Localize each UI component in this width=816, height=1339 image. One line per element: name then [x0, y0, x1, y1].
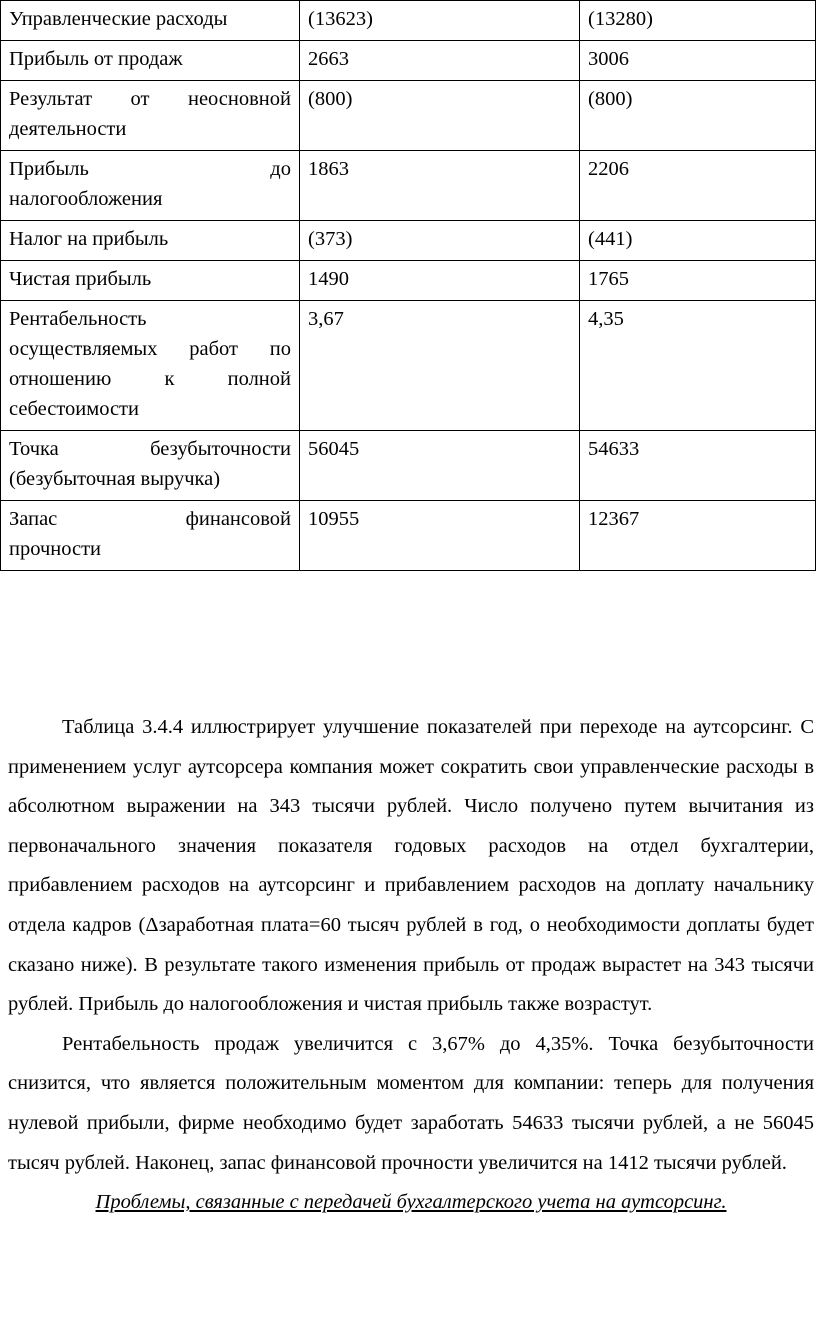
row-label-line: Прибыль до [9, 158, 291, 180]
table-row [1, 501, 816, 571]
value-after: (800) [580, 81, 816, 151]
row-label [1, 81, 300, 151]
value-before: 3,67 [300, 301, 580, 431]
value-after: 4,35 [580, 301, 816, 431]
row-label [1, 431, 300, 501]
table-row [1, 431, 816, 501]
table-row [1, 41, 816, 81]
value-before: 1490 [300, 261, 580, 301]
paragraph: Таблица 3.4.4 иллюстрирует улучшение показателей при переходе на аутсорсинг. С применением услуг аутсорсера компания может сократить свои управленческие расходы в абсолютном выражении на 343 тысячи рублей. Число получено путем вычитания из первоначального значения показателя годовых расходов на отдел бухгалтерии, прибавлением расходов на аутсорсинг и прибавлением расходов на доплату начальнику отдела кадров (Δзаработная плата=60 тысяч рублей в год, о необходимости доплаты будет сказано ниже). В результате такого изменения прибыль от продаж вырастет на 343 тысячи рублей. Прибыль до налогообложения и чистая прибыль также возрастут. [8, 716, 814, 1016]
value-after: (441) [580, 221, 816, 261]
row-label: Прибыль от продаж [1, 41, 300, 81]
table-row [1, 301, 816, 431]
value-after: (13280) [580, 1, 816, 41]
table-row [1, 261, 816, 301]
row-label-line: осуществляемых работ по [9, 338, 291, 360]
row-label-line: себестоимости [9, 398, 139, 420]
row-label: Налог на прибыль [1, 221, 300, 261]
value-after: 3006 [580, 41, 816, 81]
row-label-line: деятельности [9, 118, 127, 140]
table-row [1, 221, 816, 261]
table-row [1, 81, 816, 151]
row-label: Управленческие расходы [1, 1, 300, 41]
value-before: (373) [300, 221, 580, 261]
value-before: 1863 [300, 151, 580, 221]
value-after: 12367 [580, 501, 816, 571]
row-label-line: налогообложения [9, 188, 163, 210]
table-row [1, 1, 816, 41]
row-label [1, 501, 300, 571]
row-label-line: Рентабельность [9, 308, 147, 330]
section-heading: Проблемы, связанные с передачей бухгалтерского учета на аутсорсинг. [95, 1191, 727, 1214]
row-label-line: Точка безубыточности [9, 438, 291, 460]
value-after: 54633 [580, 431, 816, 501]
value-before: 56045 [300, 431, 580, 501]
table-row [1, 151, 816, 221]
paragraph: Рентабельность продаж увеличится с 3,67% до 4,35%. Точка безубыточности снизится, что является положительным моментом для компании: теперь для получения нулевой прибыли, фирме необходимо будет заработать 54633 тысячи рублей, а не 56045 тысяч рублей. Наконец, запас финансовой прочности увеличится на 1412 тысячи рублей. [8, 1032, 814, 1174]
value-before: 10955 [300, 501, 580, 571]
value-before: (13623) [300, 1, 580, 41]
row-label [1, 151, 300, 221]
row-label-line: прочности [9, 538, 102, 560]
row-label: Чистая прибыль [1, 261, 300, 301]
value-after: 2206 [580, 151, 816, 221]
value-before: 2663 [300, 41, 580, 81]
row-label-line: отношению к полной [9, 368, 291, 390]
value-before: (800) [300, 81, 580, 151]
row-label [1, 301, 300, 431]
body-text [8, 708, 814, 1223]
value-after: 1765 [580, 261, 816, 301]
row-label-line: (безубыточная выручка) [9, 468, 221, 490]
row-label-line: Результат от неосновной [9, 88, 291, 110]
row-label-line: Запас финансовой [9, 508, 291, 530]
financial-table [0, 0, 816, 571]
